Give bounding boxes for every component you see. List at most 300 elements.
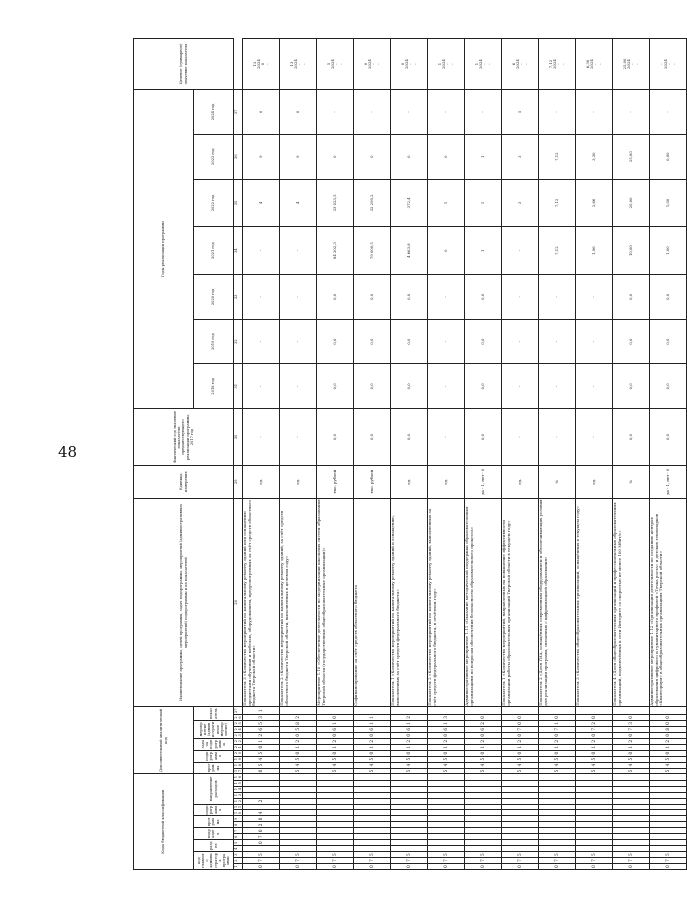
code-cell: 2 xyxy=(613,738,650,744)
code-cell: 5 xyxy=(502,756,539,762)
year-value: 0 xyxy=(354,134,391,179)
column-number: 6 xyxy=(234,834,243,840)
code-cell: 7 xyxy=(613,726,650,732)
row-name: Показатель 3 «Количество мероприятий по капитальному ремонту зданий или оснащению предметами обучения и мебелью, оборудованием, предусмотренных за счёт средств областного бюджета Тверской области» xyxy=(243,498,280,707)
year-value: - xyxy=(650,90,687,135)
code-cell xyxy=(428,846,465,852)
code-cell: 4 xyxy=(280,762,317,768)
year-value: 3 xyxy=(502,134,539,179)
code-cell xyxy=(391,822,428,828)
code-cell xyxy=(317,846,354,852)
column-number: 12 xyxy=(234,799,243,803)
code-cell: 0 xyxy=(650,750,687,756)
column-number: 20 xyxy=(234,752,243,755)
code-cell xyxy=(280,798,317,804)
code-cell: 0 xyxy=(502,864,539,870)
code-cell: 5 xyxy=(354,768,391,774)
code-cell xyxy=(576,840,613,846)
code-cell xyxy=(317,816,354,822)
code-cell: 5 xyxy=(317,756,354,762)
header-kcsr-program: программа xyxy=(194,816,234,828)
year-value: 0,0 xyxy=(613,274,650,319)
code-cell: 2 xyxy=(576,720,613,726)
target-extra: - xyxy=(338,63,344,65)
target-year: 2024 xyxy=(662,59,668,69)
target-extra: - xyxy=(560,63,566,65)
target-value xyxy=(539,39,576,90)
year-value: 372,4 xyxy=(391,179,428,227)
code-cell: 7 xyxy=(576,858,613,864)
row-name: Показатель 4 «Доля общеобразовательных организаций и профессиональных образовательных организаций, подключённых к сети Интернет со скоростью не менее 100 Мбит/с» xyxy=(613,498,650,707)
code-cell xyxy=(354,834,391,840)
code-cell: 5 xyxy=(428,852,465,858)
code-cell: 7 xyxy=(502,726,539,732)
code-cell xyxy=(502,792,539,798)
code-cell: 5 xyxy=(280,852,317,858)
code-cell xyxy=(539,810,576,816)
year-value: 3,30 xyxy=(576,134,613,179)
code-cell xyxy=(428,810,465,816)
code-cell xyxy=(354,822,391,828)
year-value: 9 xyxy=(280,134,317,179)
page-number: 48 xyxy=(58,443,78,461)
code-cell: 0 xyxy=(280,732,317,738)
code-cell xyxy=(613,840,650,846)
year-value: 20,00 xyxy=(613,179,650,227)
code-cell xyxy=(243,804,280,810)
code-cell xyxy=(280,828,317,834)
column-number: 15 xyxy=(234,782,243,785)
header-y2024: 2024 год xyxy=(194,90,234,135)
code-cell: 1 xyxy=(243,707,280,715)
code-cell xyxy=(650,810,687,816)
code-cell xyxy=(428,792,465,798)
year-value: - xyxy=(280,319,317,364)
year-value: - xyxy=(243,364,280,409)
header-section: раздел xyxy=(194,840,234,852)
code-cell xyxy=(650,840,687,846)
column-number: 4 xyxy=(234,846,243,852)
code-cell: 3 xyxy=(613,720,650,726)
table-row xyxy=(243,39,280,870)
code-cell xyxy=(280,816,317,822)
code-cell xyxy=(428,798,465,804)
row-base-value: 0,0 xyxy=(613,409,650,466)
target-extra: - xyxy=(412,63,418,65)
year-value: 0 xyxy=(317,134,354,179)
target-number: 0 xyxy=(362,62,368,66)
column-number: 11 xyxy=(234,805,243,809)
table-row xyxy=(391,39,428,870)
target-number: 1 xyxy=(473,62,479,66)
code-cell: 2 xyxy=(243,798,280,804)
code-cell xyxy=(613,798,650,804)
header-years-group: Годы реализации программы xyxy=(134,90,194,409)
program-table xyxy=(133,38,687,870)
code-cell: 0 xyxy=(317,864,354,870)
code-cell xyxy=(576,822,613,828)
rotated-table-page xyxy=(133,38,677,870)
code-cell xyxy=(428,816,465,822)
code-cell: 2 xyxy=(576,738,613,744)
code-cell xyxy=(502,834,539,840)
column-number: 8 xyxy=(234,822,243,828)
row-base-value: 0,0 xyxy=(354,409,391,466)
code-cell: 7 xyxy=(391,858,428,864)
target-number: 0 xyxy=(399,62,405,66)
code-cell xyxy=(613,816,650,822)
code-cell: 1 xyxy=(317,720,354,726)
row-base-value: - xyxy=(428,409,465,466)
code-cell: 5 xyxy=(613,852,650,858)
code-cell: 0 xyxy=(243,864,280,870)
code-cell xyxy=(354,816,391,822)
code-cell: 5 xyxy=(650,852,687,858)
target-number: 25,00 xyxy=(621,58,627,70)
year-value: 0 xyxy=(428,227,465,275)
code-cell xyxy=(428,780,465,786)
row-unit: да - 1, нет - 0 xyxy=(465,465,502,498)
code-cell xyxy=(391,810,428,816)
year-value: 4 xyxy=(243,179,280,227)
header-ac-indicator: показатель xyxy=(194,707,234,721)
code-cell xyxy=(650,774,687,780)
code-cell: 0 xyxy=(576,864,613,870)
year-value: 0,0 xyxy=(465,319,502,364)
code-cell xyxy=(539,786,576,792)
code-cell xyxy=(391,846,428,852)
code-cell: 2 xyxy=(465,720,502,726)
year-value: - xyxy=(280,274,317,319)
code-cell: 0 xyxy=(428,750,465,756)
code-cell xyxy=(613,707,650,715)
code-cell xyxy=(317,707,354,715)
year-value: 1,96 xyxy=(576,227,613,275)
year-value: 0,0 xyxy=(650,364,687,409)
year-value: - xyxy=(502,364,539,409)
year-value: 0 xyxy=(428,134,465,179)
code-cell xyxy=(317,804,354,810)
code-cell xyxy=(354,774,391,780)
code-cell xyxy=(613,780,650,786)
code-cell xyxy=(576,792,613,798)
code-cell: 1 xyxy=(613,744,650,750)
code-cell xyxy=(465,774,502,780)
code-cell: 1 xyxy=(354,744,391,750)
code-cell xyxy=(539,822,576,828)
column-number: 37 xyxy=(234,90,243,135)
code-cell: 0 xyxy=(613,732,650,738)
code-cell: 1 xyxy=(391,744,428,750)
code-cell xyxy=(576,798,613,804)
target-extra: - xyxy=(667,63,673,65)
column-number: 19 xyxy=(234,757,243,761)
header-unit: Единица измерения xyxy=(134,465,234,498)
code-cell: 0 xyxy=(428,732,465,738)
row-name: Показатель 2 «Доля ГИА, оснащённых современным оборудованием и обеспечивающих условия для реализации программ, связанных с цифровизацией образования» xyxy=(539,498,576,707)
year-value: 0,0 xyxy=(465,364,502,409)
code-cell: 2 xyxy=(391,714,428,720)
table-row xyxy=(650,39,687,870)
year-value: 1 xyxy=(465,179,502,227)
code-cell xyxy=(539,816,576,822)
target-year: 2024 xyxy=(329,59,335,69)
year-value: - xyxy=(243,319,280,364)
code-cell: 0 xyxy=(280,750,317,756)
code-cell: 0 xyxy=(613,714,650,720)
target-year: 2024 xyxy=(255,59,261,69)
code-cell xyxy=(502,840,539,846)
code-cell xyxy=(650,846,687,852)
year-value: 4 xyxy=(280,179,317,227)
row-unit: ед. xyxy=(576,465,613,498)
year-value: 0,0 xyxy=(391,274,428,319)
code-cell: 1 xyxy=(465,744,502,750)
code-cell xyxy=(280,810,317,816)
code-cell xyxy=(539,774,576,780)
code-cell xyxy=(576,780,613,786)
year-value: - xyxy=(465,90,502,135)
code-cell: 0 xyxy=(465,714,502,720)
row-base-value: - xyxy=(280,409,317,466)
code-cell: 5 xyxy=(613,768,650,774)
code-cell: 1 xyxy=(428,744,465,750)
code-cell: 2 xyxy=(243,732,280,738)
row-unit: % xyxy=(539,465,576,498)
year-value: - xyxy=(539,274,576,319)
code-cell: 0 xyxy=(650,864,687,870)
row-unit: ед. xyxy=(243,465,280,498)
table-row xyxy=(280,39,317,870)
code-cell xyxy=(502,707,539,715)
code-cell: 0 xyxy=(539,714,576,720)
code-cell xyxy=(428,840,465,846)
year-value: 0,0 xyxy=(354,274,391,319)
code-cell: 5 xyxy=(354,852,391,858)
code-cell: 2 xyxy=(280,714,317,720)
row-name: Показатель 3 «Количество общеобразовательных организаций, оснащённых в текущем году» xyxy=(576,498,613,707)
code-cell xyxy=(391,804,428,810)
year-value: 0 xyxy=(391,134,428,179)
year-value: - xyxy=(502,274,539,319)
target-year: 2024 xyxy=(292,59,298,69)
row-name: Административное мероприятие 1.12 «Организация деятельности по созданию центров образования цифрового и гуманитарного профилей «Точка роста» и детских технопарков «Кванториум» в общеобразовательных организациях Тверской области» xyxy=(650,498,687,707)
code-cell: 7 xyxy=(428,858,465,864)
target-year: 2024 xyxy=(366,59,372,69)
code-cell xyxy=(576,774,613,780)
code-cell: 0 xyxy=(354,732,391,738)
target-number: 6,30 xyxy=(584,59,590,69)
code-cell xyxy=(465,828,502,834)
column-number: 25 xyxy=(234,722,243,725)
code-cell: 4 xyxy=(539,762,576,768)
code-cell xyxy=(539,798,576,804)
target-extra: - xyxy=(408,63,414,65)
code-cell xyxy=(354,707,391,715)
year-value: 7,12 xyxy=(539,179,576,227)
code-cell: 4 xyxy=(613,762,650,768)
code-cell: 4 xyxy=(243,810,280,816)
code-cell xyxy=(391,816,428,822)
target-value xyxy=(391,39,428,90)
table-row xyxy=(428,39,465,870)
code-cell xyxy=(354,786,391,792)
code-cell xyxy=(280,804,317,810)
code-cell xyxy=(465,840,502,846)
code-cell xyxy=(539,828,576,834)
header-ac-task: задача подпрограммы xyxy=(194,738,234,750)
code-cell xyxy=(465,786,502,792)
year-value: 32 299,2 xyxy=(354,179,391,227)
target-value xyxy=(243,39,280,90)
target-extra: - xyxy=(486,63,492,65)
target-extra: - xyxy=(297,63,303,65)
code-cell: 5 xyxy=(317,852,354,858)
code-cell xyxy=(576,816,613,822)
code-cell xyxy=(317,786,354,792)
row-name: Показатель 1 «Количество мероприятий по капитальному ремонту зданий и оснащению, выполненных за счёт средств федерального бюджета» xyxy=(391,498,428,707)
code-cell xyxy=(317,828,354,834)
column-number: 28 xyxy=(234,498,243,707)
year-value: - xyxy=(613,90,650,135)
code-cell: 5 xyxy=(428,768,465,774)
row-unit: тыс. рублей xyxy=(354,465,391,498)
code-cell: 0 xyxy=(539,732,576,738)
year-value: 9 xyxy=(243,134,280,179)
row-unit: да - 1, нет - 0 xyxy=(650,465,687,498)
code-cell: 0 xyxy=(354,864,391,870)
year-value: - xyxy=(243,274,280,319)
target-extra: 0 xyxy=(260,62,266,66)
code-cell xyxy=(317,792,354,798)
code-cell: 0 xyxy=(576,714,613,720)
code-cell: 4 xyxy=(317,762,354,768)
column-number: 34 xyxy=(234,227,243,275)
code-cell xyxy=(539,804,576,810)
code-cell: 5 xyxy=(650,768,687,774)
code-cell: 7 xyxy=(243,858,280,864)
code-cell xyxy=(650,707,687,715)
column-number: 17 xyxy=(234,769,243,773)
target-extra: - xyxy=(523,63,529,65)
year-value: 5 xyxy=(502,90,539,135)
code-cell xyxy=(613,774,650,780)
code-cell xyxy=(243,774,280,780)
target-value xyxy=(354,39,391,90)
code-cell xyxy=(243,846,280,852)
code-cell: 0 xyxy=(576,750,613,756)
code-cell xyxy=(576,810,613,816)
row-base-value: 0,0 xyxy=(391,409,428,466)
code-cell: 7 xyxy=(576,726,613,732)
year-value: 33 023,5 xyxy=(317,179,354,227)
code-cell xyxy=(280,840,317,846)
code-cell xyxy=(428,774,465,780)
code-cell xyxy=(280,707,317,715)
target-extra: - xyxy=(334,63,340,65)
code-cell: 0 xyxy=(317,750,354,756)
target-value xyxy=(465,39,502,90)
target-number: 13 xyxy=(288,61,294,67)
code-cell xyxy=(613,804,650,810)
code-cell: 5 xyxy=(243,762,280,768)
target-year: 2024 xyxy=(403,59,409,69)
year-value: 0,0 xyxy=(317,274,354,319)
target-value xyxy=(650,39,687,90)
column-number: 5 xyxy=(234,840,243,846)
code-cell: 4 xyxy=(391,762,428,768)
year-value: 0,0 xyxy=(613,364,650,409)
header-name: Наименование программы, целей программы, задач подпрограммы, мероприятий (административных мероприятий) подпрограммы и их показателей xyxy=(134,498,234,707)
code-cell xyxy=(465,707,502,715)
code-cell: 5 xyxy=(391,852,428,858)
column-number: 1 xyxy=(234,864,243,870)
target-extra: - xyxy=(449,63,455,65)
code-cell xyxy=(650,780,687,786)
table-row xyxy=(576,39,613,870)
code-cell: 5 xyxy=(539,756,576,762)
header-kcsr-subprogram: подпрограмма xyxy=(194,804,234,816)
code-cell: 0 xyxy=(317,714,354,720)
code-cell: 2 xyxy=(280,738,317,744)
code-cell: 5 xyxy=(280,756,317,762)
year-value: 3 xyxy=(502,179,539,227)
year-value: - xyxy=(428,319,465,364)
row-base-value: 0,0 xyxy=(650,409,687,466)
column-number-row xyxy=(234,39,243,870)
code-cell xyxy=(650,822,687,828)
code-cell xyxy=(317,798,354,804)
code-cell: 0 xyxy=(502,732,539,738)
code-cell xyxy=(465,822,502,828)
code-cell: 5 xyxy=(576,768,613,774)
year-value: - xyxy=(354,90,391,135)
target-number: 5 xyxy=(325,62,331,66)
code-cell xyxy=(650,792,687,798)
year-value: 0,00 xyxy=(650,134,687,179)
code-cell: 6 xyxy=(428,726,465,732)
code-cell xyxy=(354,810,391,816)
code-cell: 2 xyxy=(539,738,576,744)
code-cell xyxy=(465,792,502,798)
code-cell xyxy=(576,707,613,715)
code-cell xyxy=(428,834,465,840)
target-year: 2024 xyxy=(625,59,631,69)
code-cell: 5 xyxy=(243,750,280,756)
code-cell: 6 xyxy=(391,726,428,732)
column-number: 33 xyxy=(234,274,243,319)
code-cell: 0 xyxy=(650,720,687,726)
code-cell: 0 xyxy=(613,750,650,756)
code-cell xyxy=(502,810,539,816)
code-cell: 5 xyxy=(243,720,280,726)
code-cell xyxy=(502,804,539,810)
target-extra: - xyxy=(301,63,307,65)
code-cell: 0 xyxy=(317,732,354,738)
header-y2023: 2023 год xyxy=(194,134,234,179)
code-cell xyxy=(539,780,576,786)
header-y2020: 2020 год xyxy=(194,274,234,319)
code-cell xyxy=(465,798,502,804)
code-cell xyxy=(354,792,391,798)
code-cell: 0 xyxy=(391,732,428,738)
target-number: 13 xyxy=(251,61,257,67)
year-value: - xyxy=(576,364,613,409)
target-value xyxy=(280,39,317,90)
target-year: 2024 xyxy=(588,59,594,69)
code-cell: 0 xyxy=(391,750,428,756)
code-cell: 5 xyxy=(317,768,354,774)
